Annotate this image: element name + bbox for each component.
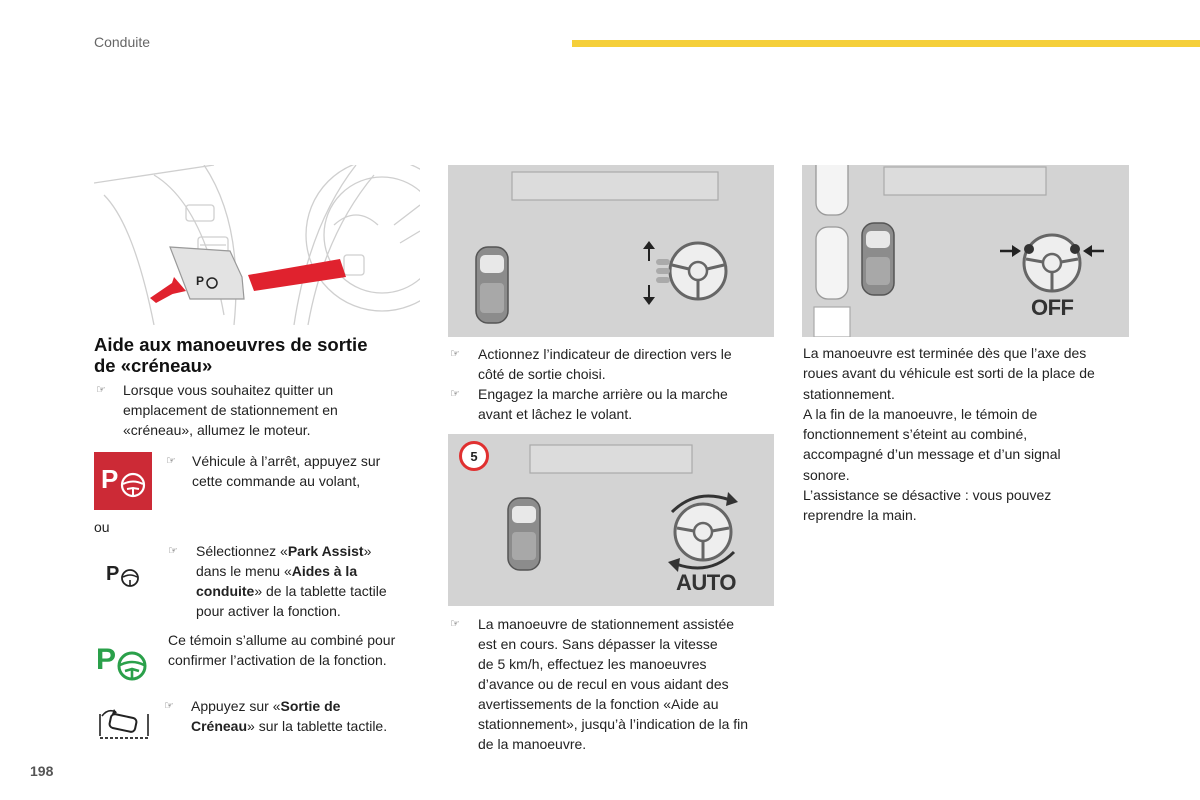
bullet-marker: ☞ (164, 700, 174, 712)
maneuver-line: de la manoeuvre. (478, 736, 587, 752)
maneuver-line: stationnement», jusqu’à l’indication de la fin (478, 716, 749, 732)
sortie-bullet (164, 696, 424, 736)
intro-line: «créneau», allumez le moteur. (123, 422, 311, 438)
maneuver-line: de 5 km/h, effectuez les manoeuvres (478, 656, 707, 672)
completion-line: roues avant du véhicule est sorti de la place de (803, 365, 1095, 382)
completion-line: A la fin de la manoeuvre, le témoin de (803, 405, 1038, 422)
steering-wheel-off (1000, 235, 1104, 291)
page-number: 198 (30, 763, 54, 779)
turn-signal-diagram (448, 165, 774, 337)
intro-line: Lorsque vous souhaitez quitter un (123, 382, 334, 398)
svg-text:P: P (101, 464, 119, 494)
direction-line: côté de sortie choisi. (478, 366, 606, 382)
select-bullet (168, 541, 418, 621)
reverse-bullet (450, 384, 770, 424)
parked-car-slot (530, 445, 692, 473)
completion-line: reprendre la main. (803, 507, 917, 524)
direction-bullet (450, 344, 770, 384)
auto-steering-wheel (668, 492, 738, 572)
reverse-line: avant et lâchez le volant. (478, 406, 633, 422)
direction-line: Actionnez l’indicateur de direction vers le (478, 346, 732, 362)
svg-text:P: P (196, 274, 205, 288)
select-line-4: pour activer la fonction. (196, 603, 341, 619)
sortie-line-2: Créneau» sur la tablette tactile. (191, 718, 388, 734)
bullet-marker: ☞ (450, 348, 460, 360)
park-assist-menu-icon (104, 560, 144, 588)
steering-bullet (166, 451, 416, 491)
outline-car-top-view (816, 165, 848, 299)
section-label: Conduite (94, 34, 151, 50)
indicator-line: Ce témoin s’allume au combiné pour (168, 632, 396, 648)
auto-label: AUTO (676, 570, 736, 595)
title-line-2: de «créneau» (94, 355, 213, 376)
maneuver-line: d’avance ou de recul en vous aidant des (478, 676, 729, 692)
auto-steering-diagram (448, 434, 774, 606)
bullet-marker: ☞ (166, 455, 176, 467)
bullet-marker: ☞ (450, 388, 460, 400)
select-line-2: dans le menu «Aides à la (196, 563, 358, 579)
maneuver-bullet (450, 614, 780, 754)
completion-line: stationnement. (803, 385, 895, 402)
indicator-text (168, 630, 428, 671)
off-label: OFF (1031, 295, 1074, 320)
maneuver-line: La manoeuvre de stationnement assistée (478, 616, 735, 632)
maneuver-complete-diagram (802, 165, 1129, 337)
parallel-exit-icon (98, 706, 150, 740)
completion-line: L’assistance se désactive : vous pouvez (803, 487, 1052, 504)
steering-line: Véhicule à l’arrêt, appuyez sur (192, 453, 381, 469)
title-line-1: Aide aux manoeuvres de sortie (94, 334, 368, 355)
select-line-1: Sélectionnez «Park Assist» (196, 543, 372, 559)
completion-line: La manoeuvre est terminée dès que l’axe des (803, 345, 1087, 361)
dashboard-drawing (94, 165, 420, 325)
bullet-marker: ☞ (450, 618, 460, 630)
section-title (94, 334, 424, 376)
indicator-line: confirmer l’activation de la fonction. (168, 652, 387, 669)
parked-car-slot (814, 307, 850, 337)
maneuver-line: avertissements de la fonction «Aide au (478, 696, 719, 712)
parked-car-slot (884, 167, 1046, 195)
completion-line: fonctionnement s’éteint au combiné, (803, 426, 1028, 443)
select-line-3: conduite» de la tablette tactile (196, 583, 387, 599)
park-assist-red-button-icon (94, 452, 152, 510)
car-top-view (862, 223, 894, 295)
speed-limit-badge: 5 (459, 441, 489, 471)
svg-text:P: P (96, 643, 117, 676)
maneuver-line: est en cours. Sans dépasser la vitesse (478, 636, 718, 652)
bullet-marker: ☞ (168, 545, 178, 557)
sortie-line-1: Appuyez sur «Sortie de (191, 698, 341, 714)
reverse-line: Engagez la marche arrière ou la marche (478, 386, 728, 402)
completion-text (803, 343, 1133, 526)
bullet-marker: ☞ (96, 384, 106, 396)
header-accent-bar (572, 40, 1200, 47)
intro-bullet (96, 380, 426, 440)
steering-wheel-with-signal (643, 241, 726, 305)
or-text: ou (94, 519, 110, 535)
parked-car-slot (512, 172, 718, 200)
intro-line: emplacement de stationnement en (123, 402, 338, 418)
steering-line: cette commande au volant, (192, 473, 361, 489)
completion-line: accompagné d’un message et d’un signal (803, 446, 1061, 463)
dashboard-illustration (94, 165, 420, 325)
car-top-view (476, 247, 508, 323)
car-top-view (508, 498, 540, 570)
svg-text:P: P (106, 563, 120, 585)
park-assist-green-indicator-icon (96, 640, 152, 682)
completion-line: sonore. (803, 466, 850, 483)
